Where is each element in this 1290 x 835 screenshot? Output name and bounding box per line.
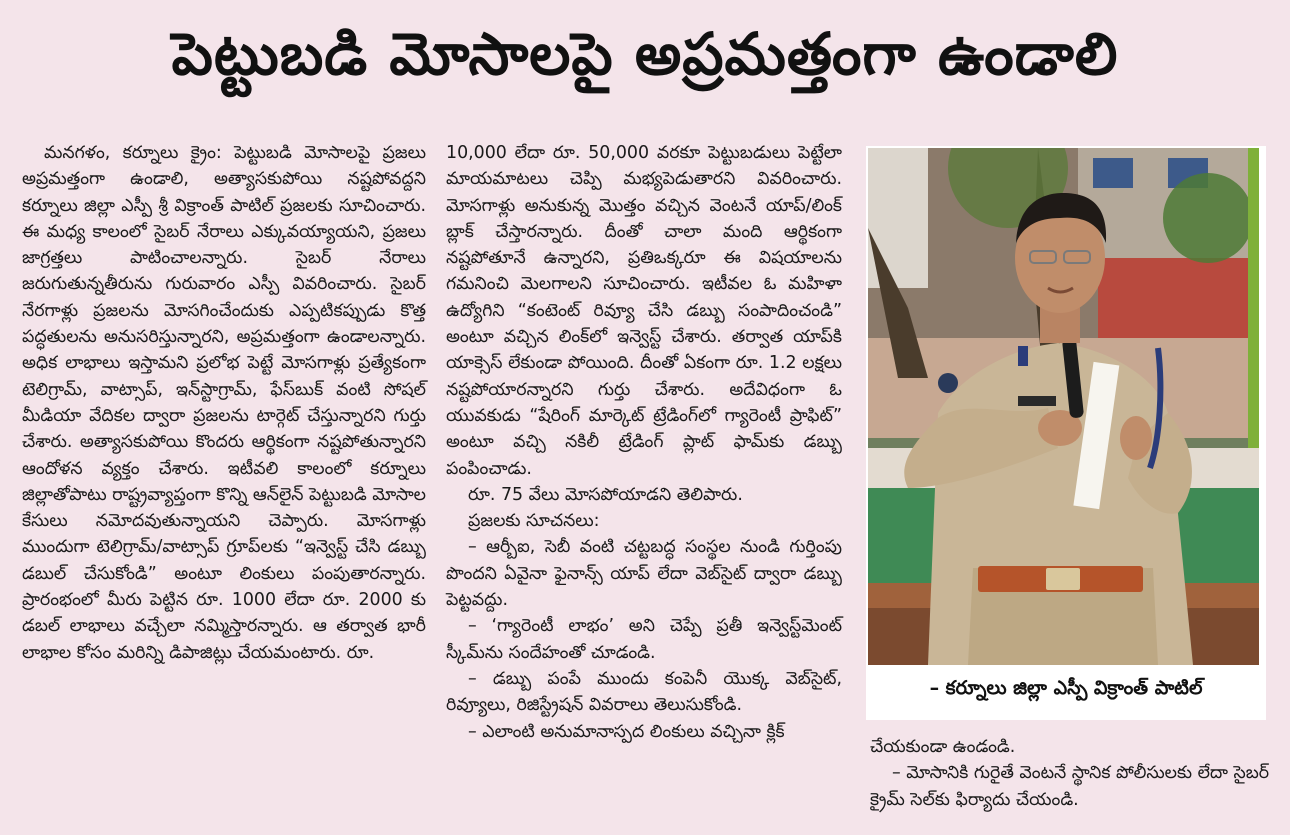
police-officer-photo bbox=[868, 148, 1259, 665]
photo-box bbox=[866, 146, 1266, 720]
tip-item: – ఆర్బీఐ, సెబీ వంటి చట్టబద్ధ సంస్థల నుండి గుర్తింపు పొందని ఏవైనా ఫైనాన్స్ యాప్ లేదా వెబ్‌సైట్ ద్వారా డబ్బు పెట్టవద్దు. bbox=[446, 537, 842, 611]
tip-item: – డబ్బు పంపే ముందు కంపెనీ యొక్క వెబ్‌సైట్, రివ్యూలు, రిజిస్ట్రేషన్ వివరాలు తెలుసుకోండి. bbox=[446, 668, 842, 716]
article-column-2 bbox=[446, 140, 842, 745]
tip-item: – ఎలాంటి అనుమానాస్పద లింకులు వచ్చినా క్లిక్ bbox=[468, 721, 785, 742]
paragraph: మనగళం, కర్నూలు క్రైం: పెట్టుబడి మోసాలపై ప్రజలు అప్రమత్తంగా ఉండాలి, అత్యాసకుపోయి నష్టపోవద్దని కర్నూలు జిల్లా ఎస్పీ శ్రీ విక్రాంత్ పాటిల్ ప్రజలకు సూచించారు. ఈ మధ్య కాలంలో సైబర్ నేరాలు ఎక్కువయ్యాయని, ప్రజలు జాగ్రత్తలు పాటించాలన్నారు. సైబర్ నేరాలు జరుగుతున్నతీరును గురువారం ఎస్పీ వివరించారు. సైబర్ నేరగాళ్లు ప్రజలను మోసగించేందుకు ఎప్పటికప్పుడు కొత్త పద్ధతులను అనుసరిస్తున్నారని, అప్రమత్తంగా ఉండాలన్నారు. అధిక లాభాలు ఇస్తామని ప్రలోభ పెట్టే మోసగాళ్లు ప్రత్యేకంగా టెలిగ్రామ్, వాట్సాప్, ఇన్‌స్టాగ్రామ్, ఫేస్‌బుక్ వంటి సోషల్ మీడియా వేదికల ద్వారా ప్రజలను టార్గెట్ చేస్తున్నారని గుర్తు చేశారు. అత్యాసకుపోయి కొందరు ఆర్థికంగా నష్టపోతున్నారని ఆందోళన వ్యక్తం చేశారు. ఇటీవలి కాలంలో కర్నూలు జిల్లాతోపాటు రాష్ట్రవ్యాప్తంగా కొన్ని ఆన్‌లైన్ పెట్టుబడి మోసాల కేసులు నమోదవుతున్నాయని చెప్పారు. మోసగాళ్లు ముందుగా టెలిగ్రామ్/వాట్సాప్ గ్రూప్‌లకు “ఇన్వెస్ట్ చేసి డబ్బు డబుల్ చేసుకోండి” అంటూ లింకులు పంపుతారన్నారు. ప్రారంభంలో మీరు పెట్టిన రూ. 1000 లేదా రూ. 2000 కు డబల్ లాభాలు వచ్చేలా నమ్మిస్తారన్నారు. ఆ తర్వాత భారీ లాభాల కోసం మరిన్ని డిపాజిట్లు చేయమంటారు. రూ. bbox=[22, 143, 426, 663]
tip-item: – మోసానికి గురైతే వెంటనే స్థానిక పోలీసులకు లేదా సైబర్ క్రైమ్ సెల్‌కు ఫిర్యాదు చేయండి. bbox=[870, 763, 1270, 810]
tip-item-continued: చేయకుండా ఉండండి. bbox=[870, 737, 1016, 757]
photo-caption: – కర్నూలు జిల్లా ఎస్పీ విక్రాంత్ పాటిల్ bbox=[929, 676, 1203, 699]
article-column-3 bbox=[870, 734, 1270, 813]
tips-heading: ప్రజలకు సూచనలు: bbox=[468, 511, 600, 532]
paragraph: 10,000 లేదా రూ. 50,000 వరకూ పెట్టుబడులు పెట్టేలా మాయమాటలు చెప్పి మభ్యపెడుతారని వివరించారు. మోసగాళ్లు అనుకున్న మొత్తం వచ్చిన వెంటనే యాప్/లింక్ బ్లాక్ చేస్తారన్నారు. దీంతో చాలా మంది ఆర్థికంగా నష్టపోతూనే ఉన్నారని, ప్రతిఒక్కరూ ఈ విషయాలను గమనించి మెలగాలని సూచించారు. ఇటీవల ఓ మహిళా ఉద్యోగిని “కంటెంట్ రివ్యూ చేసి డబ్బు సంపాదించండి” అంటూ వచ్చిన లింక్‌లో ఇన్వెస్ట్ చేశారు. తర్వాత యాప్‌కి యాక్సెస్ లేకుండా పోయింది. దీంతో ఏకంగా రూ. 1.2 లక్షలు నష్టపోయారన్నారని గుర్తు చేశారు. అదేవిధంగా ఓ యువకుడు “షేరింగ్ మార్కెట్ ట్రేడింగ్‌లో గ్యారెంటీ ప్రాఫిట్” అంటూ వచ్చి నకిలీ ట్రేడింగ్ ప్లాట్ ఫామ్‌కు డబ్బు పంపించాడు. bbox=[446, 143, 842, 479]
article-column-1 bbox=[22, 140, 426, 666]
headline: పెట్టుబడి మోసాలపై అప్రమత్తంగా ఉండాలి bbox=[171, 19, 1119, 88]
paragraph: రూ. 75 వేలు మోసపోయాడని తెలిపారు. bbox=[468, 484, 743, 505]
tip-item: – ‘గ్యారెంటీ లాభం’ అని చెప్పే ప్రతీ ఇన్వెస్ట్‌మెంట్ స్కీమ్‌ను సందేహంతో చూడండి. bbox=[446, 616, 842, 663]
